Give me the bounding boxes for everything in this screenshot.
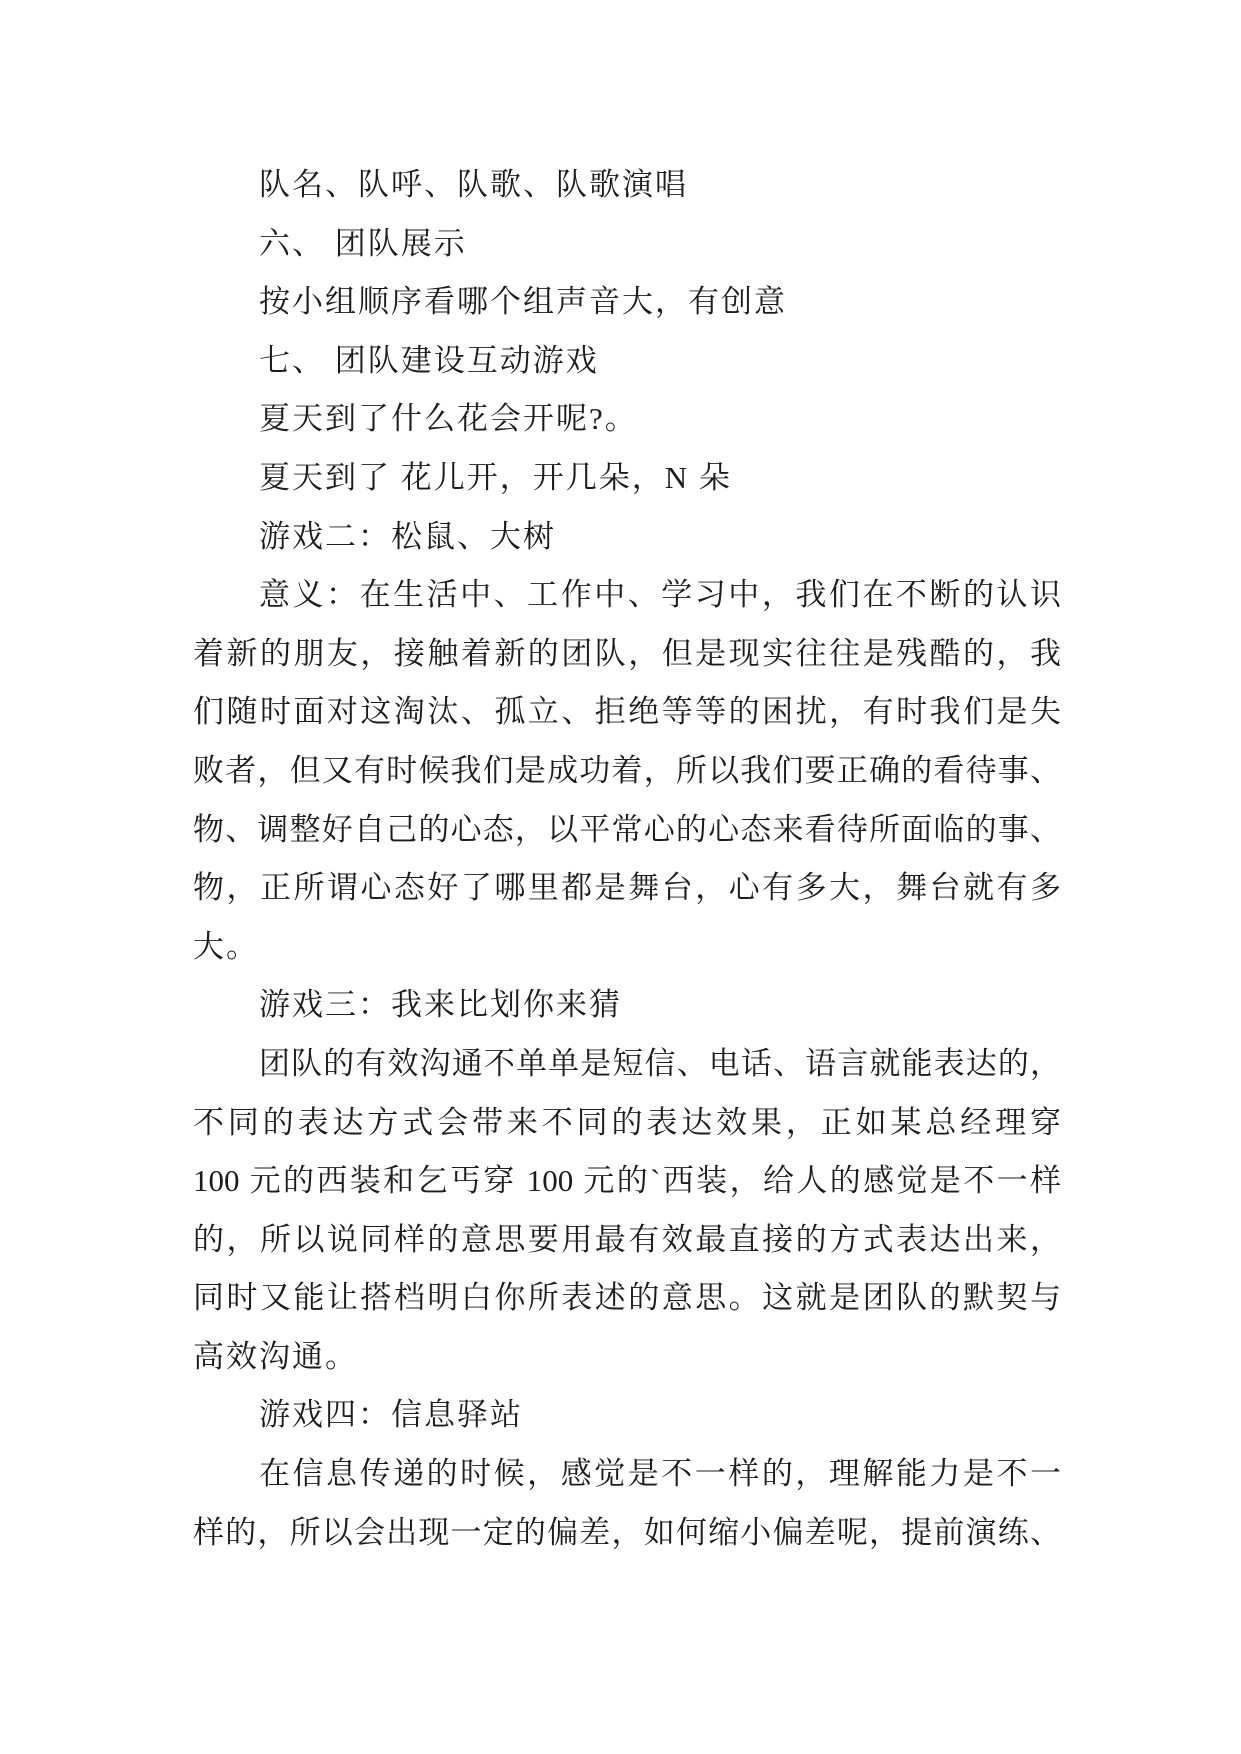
game-heading: [193, 976, 1061, 1035]
text-line: 同时又能让搭档明白你所表述的意思。这就是团队的默契与: [193, 1280, 1061, 1316]
text-line: 意义：在生活中、工作中、学习中，我们在不断的认识: [259, 577, 1061, 613]
text-line: 物、调整好自己的心态，以平常心的心态来看待所面临的事、: [193, 811, 1061, 847]
text-line: 队名、队呼、队歌、队歌演唱: [259, 167, 688, 202]
text-line: 高效沟通。: [193, 1338, 358, 1374]
text-line: 100 元的西装和乞丐穿 100 元的`西装，给人的感觉是不一样: [193, 1163, 1061, 1199]
text-line: 的，所以说同样的意思要用最有效最直接的方式表达出来，: [193, 1221, 1061, 1257]
text-line: 在信息传递的时候，感觉是不一样的，理解能力是不一: [259, 1456, 1061, 1492]
game-text: [193, 449, 1061, 508]
game-heading: [193, 508, 1061, 567]
team-intro-items: [193, 156, 1061, 215]
section-heading: [193, 332, 1061, 391]
game-text: [193, 390, 1061, 449]
text-line: 游戏四：信息驿站: [259, 1397, 523, 1433]
text-line: 夏天到了什么花会开呢?。: [259, 401, 638, 437]
paragraph-meaning: [193, 566, 1061, 976]
text-line: 不同的表达方式会带来不同的表达效果，正如某总经理穿: [193, 1104, 1061, 1140]
text-line: 样的，所以会出现一定的偏差，如何缩小偏差呢，提前演练、: [193, 1514, 1061, 1550]
text-line: 夏天到了 花儿开，开几朵，N 朵: [259, 459, 732, 495]
text-line: 大。: [193, 928, 259, 964]
text-line: 团队的有效沟通不单单是短信、电话、语言就能表达的，: [259, 1045, 1061, 1081]
text-line: 着新的朋友，接触着新的团队，但是现实往往是残酷的，我: [193, 635, 1061, 671]
game-heading: [193, 1386, 1061, 1445]
text-line: 物，正所谓心态好了哪里都是舞台，心有多大，舞台就有多: [193, 870, 1061, 906]
text-line: 游戏二：松鼠、大树: [259, 518, 556, 554]
paragraph: [193, 1445, 1061, 1562]
text-line: 七、 团队建设互动游戏: [259, 342, 599, 378]
text-line: 们随时面对这淘汰、孤立、拒绝等等的困扰，有时我们是失: [193, 694, 1061, 730]
text-line: 游戏三：我来比划你来猜: [259, 987, 622, 1023]
body-text: [193, 273, 1061, 332]
section-heading: [193, 215, 1061, 274]
document-body: [193, 156, 1061, 1562]
text-line: 按小组顺序看哪个组声音大，有创意: [259, 284, 787, 320]
text-line: 败者，但又有时候我们是成功着，所以我们要正确的看待事、: [193, 752, 1061, 788]
paragraph: [193, 1035, 1061, 1387]
text-line: 六、 团队展示: [259, 225, 467, 261]
